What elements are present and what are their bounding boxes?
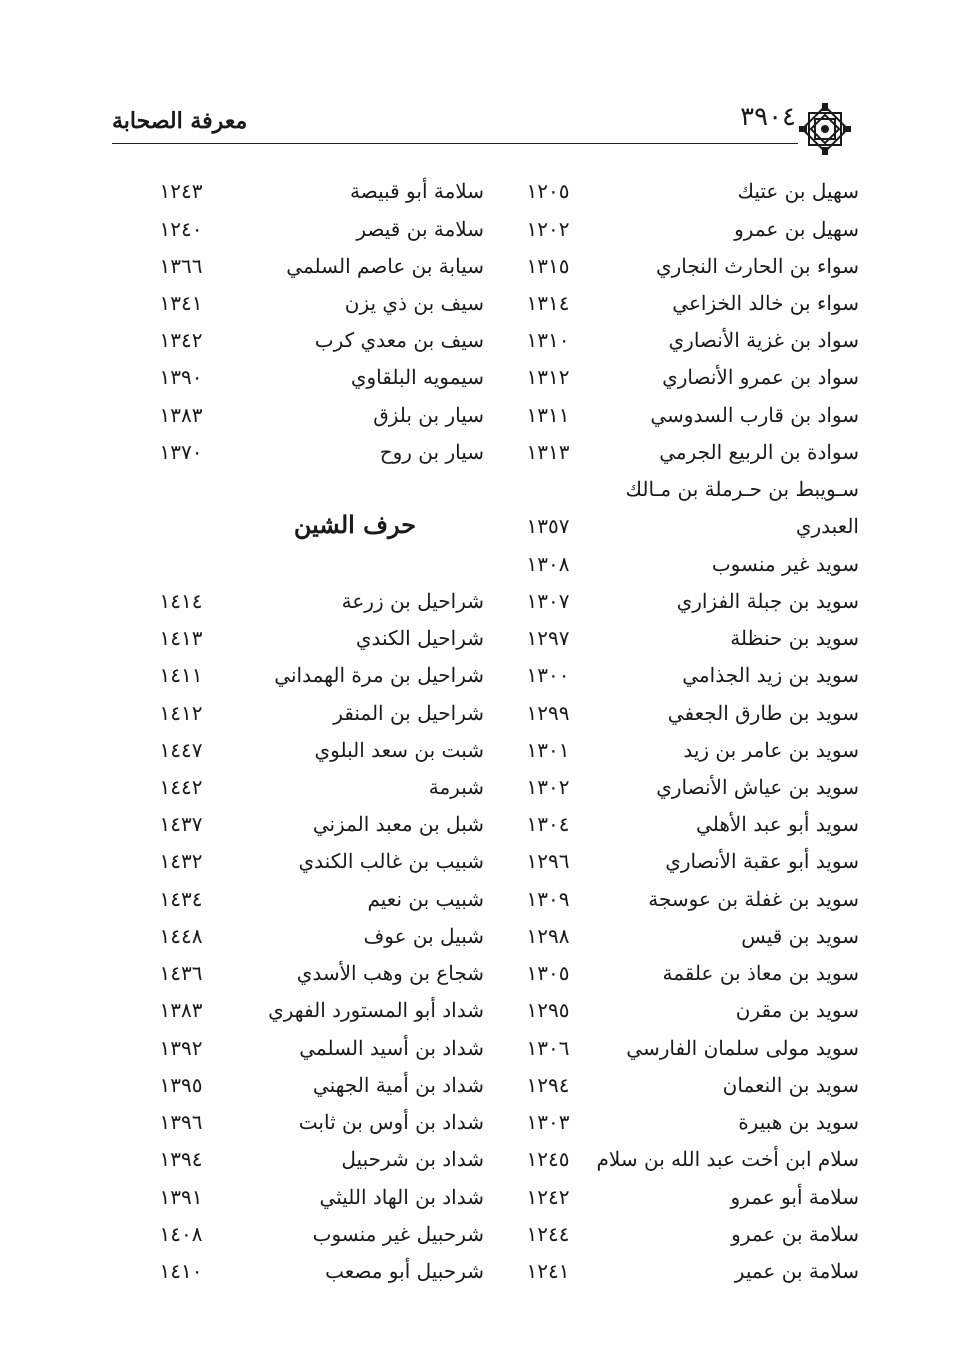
- entry-number: ١٤١١: [159, 663, 203, 687]
- entry-name: شراحيل بن المنقر: [333, 701, 484, 725]
- entry-number: ١٣٤٢: [159, 328, 203, 352]
- entry-number: ١٣٠٢: [526, 775, 570, 799]
- entry-name: سويد غير منسوب: [711, 552, 859, 576]
- entry-name: سيف بن معدي كرب: [314, 328, 484, 352]
- entry-number: ١٢٤٠: [159, 217, 203, 241]
- entry-name: سويد بن قيس: [741, 924, 859, 948]
- entry-name: شجاع بن وهب الأسدي: [296, 961, 484, 985]
- entry-number: ١٣٩١: [159, 1185, 203, 1209]
- entry-name: سواد بن غزية الأنصاري: [668, 328, 859, 352]
- entry-name: سيف بن ذي يزن: [344, 291, 484, 315]
- entry-name: سوادة بن الربيع الجرمي: [659, 440, 859, 464]
- section-heading: حرف الشين: [293, 510, 417, 539]
- entry-number: ١٤١٠: [159, 1259, 203, 1283]
- entry-name: شداد بن أسيد السلمي: [299, 1036, 484, 1060]
- entry-name: شراحيل الكندي: [355, 626, 484, 650]
- entry-number: ١٢٤٥: [526, 1147, 570, 1171]
- entry-name: شراحيل بن زرعة: [341, 589, 484, 613]
- entry-name: سيمويه البلقاوي: [350, 365, 484, 389]
- entry-name: سواء بن الحارث النجاري: [655, 254, 859, 278]
- entry-number: ١٣٠٧: [526, 589, 570, 613]
- entry-name: سهيل بن عتيك: [737, 179, 859, 203]
- entry-name: شداد بن أمية الجهني: [312, 1073, 484, 1097]
- star-ornament-icon: [796, 100, 854, 158]
- entry-name: سيار بن بلزق: [373, 403, 484, 427]
- entry-name: شبت بن سعد البلوي: [314, 738, 484, 762]
- entry-name: سـويبط بن حـرملة بن مـالك: [625, 477, 859, 501]
- entry-number: ١٤٣٤: [159, 887, 203, 911]
- entry-name: شبرمة: [428, 775, 484, 799]
- entry-name: شراحيل بن مرة الهمداني: [274, 663, 484, 687]
- entry-number: ١٣٠١: [526, 738, 570, 762]
- entry-name: سويد بن حنظلة: [730, 626, 859, 650]
- entry-number: ١٣٩٥: [159, 1073, 203, 1097]
- running-title: معرفة الصحابة: [112, 108, 248, 134]
- entry-name: سلامة بن عمرو: [731, 1222, 859, 1246]
- entry-name: سهيل بن عمرو: [734, 217, 859, 241]
- entry-name: سويد بن جبلة الفزاري: [676, 589, 859, 613]
- entry-name: سويد بن عامر بن زيد: [683, 738, 859, 762]
- entry-number: ١٣٩٢: [159, 1036, 203, 1060]
- entry-name: شداد أبو المستورد الفهري: [268, 998, 484, 1022]
- entry-number: ١٢٠٥: [526, 179, 570, 203]
- entry-name: سلام ابن أخت عبد الله بن سلام: [596, 1147, 859, 1171]
- entry-name: شبيل بن عوف: [363, 924, 484, 948]
- entry-number: ١٣٠٨: [526, 552, 570, 576]
- entry-name: شداد بن شرحبيل: [341, 1147, 484, 1171]
- entry-number: ١٣٠٠: [526, 663, 570, 687]
- entry-number: ١٢٠٢: [526, 217, 570, 241]
- entry-number: ١٢٤٢: [526, 1185, 570, 1209]
- entry-number: ١٣٠٥: [526, 961, 570, 985]
- entry-number: ١٣٨٣: [159, 998, 203, 1022]
- entry-name: سلامة أبو عمرو: [730, 1185, 859, 1209]
- entry-name: سويد بن غفلة بن عوسجة: [648, 887, 859, 911]
- entry-number: ١٢٩٩: [526, 701, 570, 725]
- entry-number: ١٣٩٤: [159, 1147, 203, 1171]
- entry-number: ١٤٠٨: [159, 1222, 203, 1246]
- entry-name: سويد مولى سلمان الفارسي: [626, 1036, 859, 1060]
- entry-name: سلامة أبو قبيصة: [350, 179, 484, 203]
- entry-number: ١٣١٤: [526, 291, 570, 315]
- entry-number: ١٢٩٤: [526, 1073, 570, 1097]
- entry-number: ١٢٩٥: [526, 998, 570, 1022]
- page-number: ٣٩٠٤: [740, 102, 796, 132]
- entry-name: سيابة بن عاصم السلمي: [286, 254, 484, 278]
- entry-number: ١٤١٢: [159, 701, 203, 725]
- entry-name: شبل بن معبد المزني: [312, 812, 484, 836]
- entry-number: ١٢٩٨: [526, 924, 570, 948]
- entry-number: ١٣٠٩: [526, 887, 570, 911]
- entry-name: شرحبيل أبو مصعب: [325, 1259, 484, 1283]
- entry-name: سواد بن عمرو الأنصاري: [662, 365, 859, 389]
- entry-name: سلامة بن قيصر: [356, 217, 484, 241]
- entry-number: ١٣٠٤: [526, 812, 570, 836]
- entry-number: ١٤٣٧: [159, 812, 203, 836]
- entry-number: ١٣٩٠: [159, 365, 203, 389]
- entry-name: شبيب بن غالب الكندي: [298, 849, 484, 873]
- entry-number: ١٤١٣: [159, 626, 203, 650]
- entry-number: ١٣٦٦: [159, 254, 203, 278]
- entry-number: ١٣٥٧: [526, 514, 570, 538]
- entry-name-continuation: العبدري: [795, 514, 859, 538]
- entry-number: ١٤٣٦: [159, 961, 203, 985]
- entry-number: ١٣٠٦: [526, 1036, 570, 1060]
- entry-number: ١٣١٠: [526, 328, 570, 352]
- entry-number: ١٤٤٢: [159, 775, 203, 799]
- entry-name: سويد أبو عبد الأهلي: [696, 812, 859, 836]
- entry-name: سواد بن قارب السدوسي: [650, 403, 859, 427]
- entry-name: سواء بن خالد الخزاعي: [672, 291, 859, 315]
- entry-number: ١٤٤٧: [159, 738, 203, 762]
- entry-number: ١٤٣٢: [159, 849, 203, 873]
- entry-number: ١٢٩٦: [526, 849, 570, 873]
- entry-name: سويد بن مقرن: [735, 998, 859, 1022]
- entry-name: سويد أبو عقبة الأنصاري: [665, 849, 859, 873]
- entry-number: ١٣٨٣: [159, 403, 203, 427]
- header-rule: [112, 143, 798, 144]
- entry-name: سويد بن طارق الجعفي: [667, 701, 859, 725]
- entry-name: سويد بن النعمان: [722, 1073, 859, 1097]
- entry-number: ١٣١٥: [526, 254, 570, 278]
- entry-name: شبيب بن نعيم: [367, 887, 484, 911]
- entry-number: ١٣٠٣: [526, 1110, 570, 1134]
- entry-number: ١٣١٢: [526, 365, 570, 389]
- entry-number: ١٢٤٣: [159, 179, 203, 203]
- entry-name: سويد بن معاذ بن علقمة: [662, 961, 859, 985]
- entry-number: ١٤٤٨: [159, 924, 203, 948]
- entry-number: ١٣٤١: [159, 291, 203, 315]
- entry-name: سيار بن روح: [379, 440, 484, 464]
- entry-number: ١٣٩٦: [159, 1110, 203, 1134]
- entry-name: سلامة بن عمير: [734, 1259, 859, 1283]
- entry-number: ١٢٤٤: [526, 1222, 570, 1246]
- entry-name: سويد بن زيد الجذامي: [682, 663, 859, 687]
- entry-name: شداد بن الهاد الليثي: [319, 1185, 484, 1209]
- entry-number: ١٣١١: [526, 403, 570, 427]
- entry-name: شداد بن أوس بن ثابت: [298, 1110, 484, 1134]
- entry-name: سويد بن عياش الأنصاري: [656, 775, 859, 799]
- entry-name: شرحبيل غير منسوب: [312, 1222, 484, 1246]
- entry-number: ١٢٤١: [526, 1259, 570, 1283]
- entry-number: ١٣١٣: [526, 440, 570, 464]
- entry-number: ١٤١٤: [159, 589, 203, 613]
- entry-number: ١٢٩٧: [526, 626, 570, 650]
- entry-number: ١٣٧٠: [159, 440, 203, 464]
- entry-name: سويد بن هبيرة: [738, 1110, 859, 1134]
